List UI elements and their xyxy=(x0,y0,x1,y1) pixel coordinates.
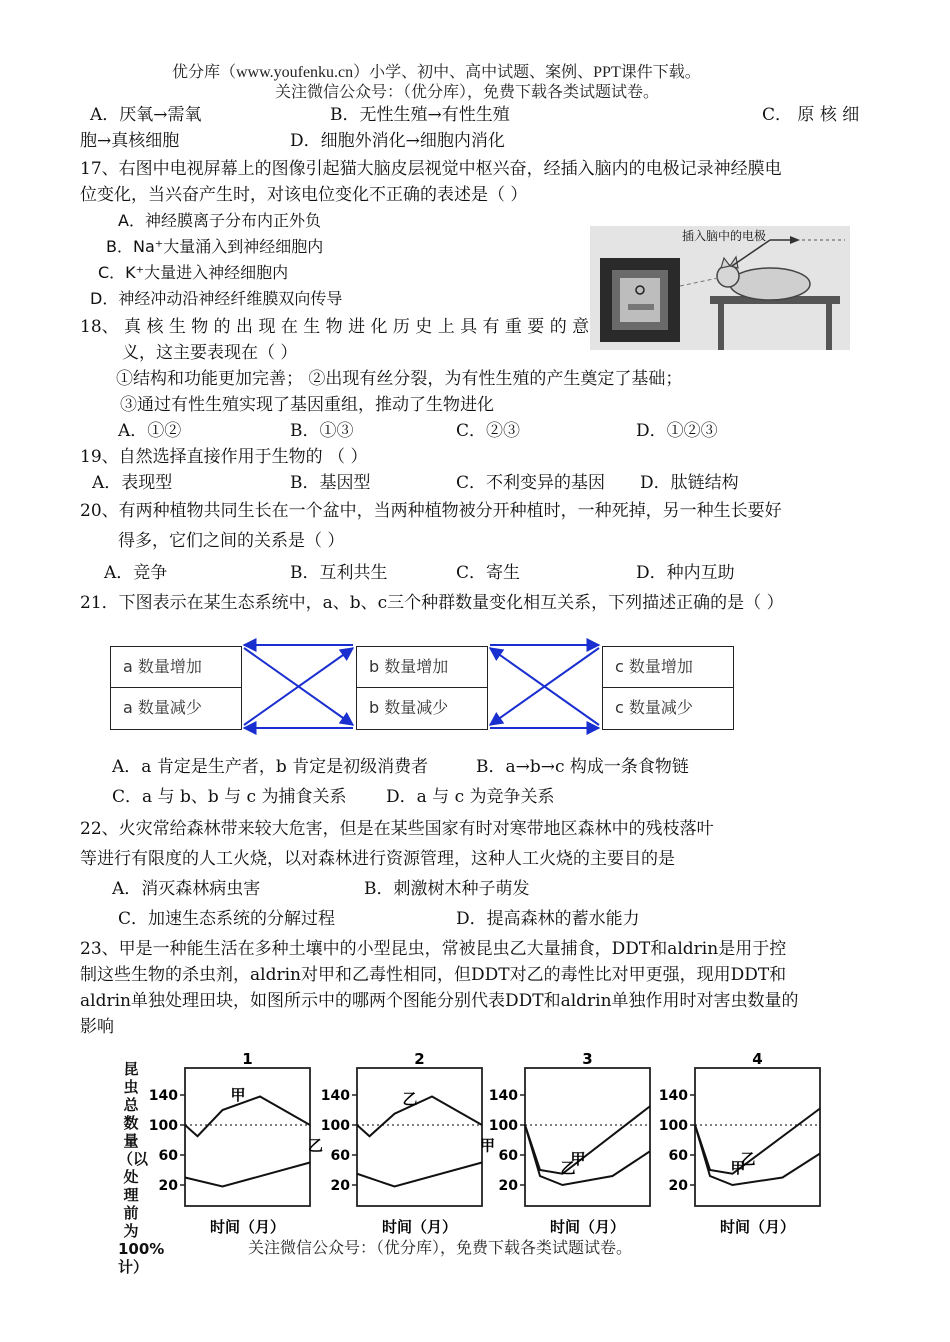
q21-option-b: B．a→b→c 构成一条食物链 xyxy=(476,757,689,777)
y-tick-label: 60 xyxy=(668,1148,688,1164)
y-tick-label: 100 xyxy=(148,1118,178,1134)
x-axis-label: 时间（月） xyxy=(209,1218,286,1236)
q21-option-c: C．a 与 b、b 与 c 为捕食关系 xyxy=(112,787,347,807)
series-label: 乙 xyxy=(560,1159,576,1177)
y-tick-label: 60 xyxy=(498,1148,518,1164)
q23-stem-line3: aldrin单独处理田块，如图所示中的哪两个图能分别代表DDT和aldrin单独作用时对害虫数量的 xyxy=(80,991,799,1011)
q21-option-d: D．a 与 c 为竞争关系 xyxy=(386,787,555,807)
q22-option-a: A．消灭森林病虫害 xyxy=(112,879,261,899)
y-tick-label: 60 xyxy=(158,1148,178,1164)
footer-text: 关注微信公众号：（优分库），免费下载各类试题试卷。 xyxy=(248,1240,633,1257)
q22-option-d: D．提高森林的蓄水能力 xyxy=(456,909,640,929)
q22-stem-line1: 22、火灾常给森林带来较大危害，但是在某些国家有时对寒带地区森林中的残枝落叶 xyxy=(80,819,714,839)
c-decrease-cell: c 数量减少 xyxy=(615,698,693,717)
y-tick-label: 140 xyxy=(148,1088,178,1104)
q23-stem-line1: 23、甲是一种能生活在多种土壤中的小型昆虫，常被昆虫乙大量捕食，DDT和aldrin是用于控 xyxy=(80,939,787,959)
q18-option-a: A．①② xyxy=(118,421,182,441)
q19-option-d: D．肽链结构 xyxy=(640,473,739,493)
q18-option-b: B．①③ xyxy=(290,421,354,441)
chart-frame xyxy=(357,1068,482,1206)
header-line2: 关注微信公众号：（优分库），免费下载各类试题试卷。 xyxy=(275,84,660,101)
chart-title: 4 xyxy=(752,1050,763,1068)
q17-option-b: B．Na⁺大量涌入到神经细胞内 xyxy=(106,237,324,256)
a-decrease-cell: a 数量减少 xyxy=(123,698,202,717)
chart-frame xyxy=(185,1068,310,1206)
q23-stem-line2: 制这些生物的杀虫剂，aldrin对甲和乙毒性相同，但DDT对乙的毒性比对甲更强，现用DDT和 xyxy=(80,965,787,985)
q16-option-b: B．无性生殖→有性生殖 xyxy=(330,105,510,125)
q17-option-c: C．K⁺大量进入神经细胞内 xyxy=(98,263,289,282)
q21-stem: 21．下图表示在某生态系统中，a、b、c三个种群数量变化相互关系，下列描述正确的是（ ） xyxy=(80,593,784,613)
c-increase-cell: c 数量增加 xyxy=(603,647,733,688)
chart-title: 2 xyxy=(414,1050,425,1068)
chart-panel-4 xyxy=(650,1050,850,1240)
series-label: 甲 xyxy=(570,1149,586,1168)
electrode-label: 插入脑中的电极 xyxy=(682,229,767,243)
chart-y-axis-label: 昆虫总数量（以处理前为100%计） xyxy=(118,1060,165,1276)
x-axis-label: 时间（月） xyxy=(381,1218,458,1236)
y-tick-label: 20 xyxy=(668,1178,688,1194)
chart-title: 1 xyxy=(242,1050,253,1068)
q16-option-c-cont: 胞→真核细胞 xyxy=(80,131,180,151)
series-line-1 xyxy=(357,1097,482,1137)
y-tick-label: 20 xyxy=(330,1178,350,1194)
x-axis-label: 时间（月） xyxy=(549,1218,626,1236)
b-decrease-cell: b 数量减少 xyxy=(369,698,449,717)
series-line-1 xyxy=(695,1109,820,1174)
y-tick-label: 100 xyxy=(320,1118,350,1134)
q16-option-a: A．厌氧→需氧 xyxy=(90,105,202,125)
q17-option-d: D．神经冲动沿神经纤维膜双向传导 xyxy=(90,289,343,308)
y-tick-label: 140 xyxy=(658,1088,688,1104)
q20-stem-line2: 得多，它们之间的关系是（ ） xyxy=(118,531,345,551)
series-label: 甲 xyxy=(480,1136,496,1155)
a-increase-cell: a 数量增加 xyxy=(111,647,241,688)
q16-option-c: C． 原 核 细 xyxy=(762,105,860,125)
q18-stem-line1: 18、 真 核 生 物 的 出 现 在 生 物 进 化 历 史 上 具 有 重 要 的 意 xyxy=(80,317,590,337)
y-tick-label: 140 xyxy=(320,1088,350,1104)
header-line1: 优分库（www.youfenku.cn）小学、初中、高中试题、案例、PPT课件下载。 xyxy=(172,64,701,81)
series-label: 乙 xyxy=(402,1089,418,1108)
q20-stem-line1: 20、有两种植物共同生长在一个盆中，当两种植物被分开种植时，一种死掉，另一种生长要好 xyxy=(80,501,782,521)
chart-frame xyxy=(525,1068,650,1206)
q17-option-a: A．神经膜离子分布内正外负 xyxy=(118,211,321,230)
series-line-1 xyxy=(185,1097,310,1137)
chart-title: 3 xyxy=(582,1050,593,1068)
b-increase-cell: b 数量增加 xyxy=(357,647,487,688)
q19-option-a: A．表现型 xyxy=(92,473,173,493)
chart-panel-1 xyxy=(140,1050,340,1240)
y-tick-label: 140 xyxy=(488,1088,518,1104)
q20-option-c: C．寄生 xyxy=(456,563,521,583)
y-tick-label: 60 xyxy=(330,1148,350,1164)
y-tick-label: 20 xyxy=(158,1178,178,1194)
q18-stem-line2: 义，这主要表现在（ ） xyxy=(122,343,298,363)
q22-option-c: C．加速生态系统的分解过程 xyxy=(118,909,336,929)
q19-option-c: C．不利变异的基因 xyxy=(456,473,606,493)
q18-statement-1: ①结构和功能更加完善； ②出现有丝分裂，为有性生殖的产生奠定了基础； xyxy=(116,369,683,389)
q21-option-a: A．a 肯定是生产者，b 肯定是初级消费者 xyxy=(112,757,429,777)
series-line-2 xyxy=(185,1163,310,1187)
q20-option-d: D．种内互助 xyxy=(636,563,735,583)
y-tick-label: 20 xyxy=(498,1178,518,1194)
chart-frame xyxy=(695,1068,820,1206)
q18-statement-2: ③通过有性生殖实现了基因重组，推动了生物进化 xyxy=(120,395,494,415)
q17-stem-line1: 17、右图中电视屏幕上的图像引起猫大脑皮层视觉中枢兴奋，经插入脑内的电极记录神经膜电 xyxy=(80,159,782,179)
series-label: 甲 xyxy=(230,1086,246,1104)
q18-option-d: D．①②③ xyxy=(636,421,718,441)
q20-option-b: B．互利共生 xyxy=(290,563,388,583)
x-axis-label: 时间（月） xyxy=(719,1218,796,1236)
q19-option-b: B．基因型 xyxy=(290,473,371,493)
series-label: 乙 xyxy=(740,1149,756,1168)
q18-option-c: C．②③ xyxy=(456,421,521,441)
q22-option-b: B．刺激树木种子萌发 xyxy=(364,879,530,899)
q19-stem: 19、自然选择直接作用于生物的 （ ） xyxy=(80,447,368,467)
series-label: 甲 xyxy=(730,1159,746,1177)
q17-stem-line2: 位变化，当兴奋产生时，对该电位变化不正确的表述是（ ） xyxy=(80,185,528,205)
q20-option-a: A．竞争 xyxy=(104,563,168,583)
y-tick-label: 100 xyxy=(658,1118,688,1134)
q23-stem-line4: 影响 xyxy=(80,1017,114,1037)
series-label: 乙 xyxy=(308,1136,324,1155)
q22-stem-line2: 等进行有限度的人工火烧，以对森林进行资源管理，这种人工火烧的主要目的是 xyxy=(80,849,675,869)
y-tick-label: 100 xyxy=(488,1118,518,1134)
series-line-2 xyxy=(357,1163,482,1187)
q16-option-d: D．细胞外消化→细胞内消化 xyxy=(290,131,505,151)
